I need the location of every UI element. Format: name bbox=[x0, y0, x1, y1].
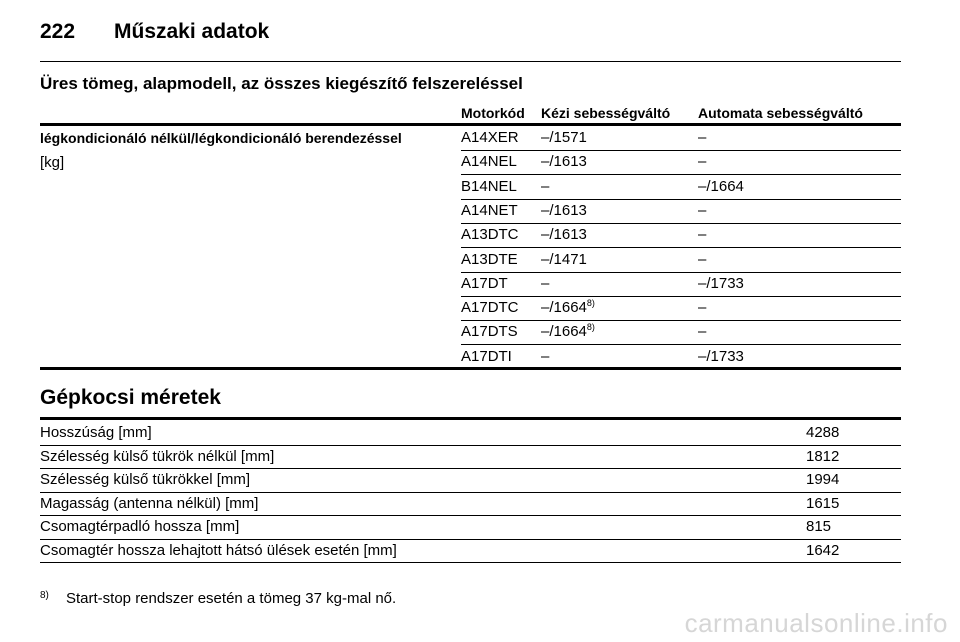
engine-code: A13DTE bbox=[461, 250, 518, 268]
engine-code: A14NET bbox=[461, 201, 518, 219]
row-divider bbox=[461, 296, 901, 297]
weights-header-rule bbox=[40, 123, 901, 126]
manual-weight bbox=[541, 128, 587, 148]
dimension-value: 1812 bbox=[806, 447, 840, 465]
manual-weight bbox=[541, 152, 587, 172]
manual-weight bbox=[541, 225, 587, 245]
row-divider bbox=[461, 150, 901, 151]
dimension-label: Csomagtérpadló hossza [mm] bbox=[40, 518, 240, 535]
manual-weight bbox=[541, 201, 587, 221]
row-divider bbox=[40, 562, 901, 563]
automatic-weight: – bbox=[698, 226, 707, 244]
weights-bottom-rule bbox=[40, 367, 901, 370]
page-number: 222 bbox=[40, 20, 76, 43]
manual-weight-value: –/1571 bbox=[541, 129, 587, 146]
manual-weight bbox=[541, 322, 595, 342]
row-divider bbox=[40, 539, 901, 540]
manual-weight bbox=[541, 250, 587, 270]
engine-code: A17DTS bbox=[461, 323, 518, 341]
manual-weight-value: –/1664 bbox=[541, 299, 587, 317]
footnote bbox=[40, 590, 396, 607]
automatic-weight: – bbox=[698, 201, 707, 219]
manual-weight-value: –/1613 bbox=[541, 153, 587, 171]
col-header-engine: Motorkód bbox=[461, 105, 525, 121]
engine-code: A13DTC bbox=[461, 226, 519, 244]
footnote-ref: 8) bbox=[586, 322, 595, 333]
weights-row-unit: [kg] bbox=[40, 154, 65, 171]
col-header-manual: Kézi sebességváltó bbox=[541, 105, 671, 121]
manual-weight-value: –/1613 bbox=[541, 201, 587, 219]
col-header-automatic: Automata sebességváltó bbox=[698, 105, 863, 121]
row-divider bbox=[40, 515, 901, 516]
dimension-value: 1994 bbox=[806, 471, 840, 488]
automatic-weight: – bbox=[698, 129, 707, 146]
footnote-mark: 8) bbox=[40, 590, 49, 601]
automatic-weight: –/1664 bbox=[698, 177, 744, 195]
dimensions-section-title: Gépkocsi méretek bbox=[40, 386, 221, 409]
page-header bbox=[40, 20, 269, 44]
weights-row-label: légkondicionáló nélkül/légkondicionáló berendezéssel bbox=[40, 130, 402, 146]
automatic-weight: – bbox=[698, 153, 707, 171]
row-divider bbox=[461, 247, 901, 248]
dimension-label: Szélesség külső tükrök nélkül [mm] bbox=[40, 447, 275, 465]
manual-weight bbox=[541, 177, 549, 197]
row-divider bbox=[40, 445, 901, 446]
automatic-weight: –/1733 bbox=[698, 347, 744, 365]
automatic-weight: –/1733 bbox=[698, 274, 744, 292]
row-divider bbox=[40, 468, 901, 469]
watermark: carmanualsonline.info bbox=[684, 608, 948, 638]
row-divider bbox=[461, 174, 901, 175]
row-divider bbox=[461, 272, 901, 273]
engine-code: A17DTC bbox=[461, 299, 519, 317]
row-divider bbox=[461, 344, 901, 345]
manual-weight-value: – bbox=[541, 274, 550, 292]
row-divider bbox=[40, 492, 901, 493]
dimension-label: Szélesség külső tükrökkel [mm] bbox=[40, 471, 251, 488]
dimension-value: 1615 bbox=[806, 494, 840, 512]
row-divider bbox=[461, 320, 901, 321]
manual-weight bbox=[541, 347, 549, 367]
dimension-label: Csomagtér hossza lehajtott hátsó ülések esetén [mm] bbox=[40, 541, 397, 559]
automatic-weight: – bbox=[698, 250, 707, 268]
manual-weight bbox=[541, 298, 595, 318]
manual-weight-value: –/1613 bbox=[541, 226, 587, 244]
dimension-value: 4288 bbox=[806, 424, 840, 441]
manual-weight-value: – bbox=[541, 177, 550, 195]
footnote-ref: 8) bbox=[586, 298, 595, 309]
row-divider bbox=[461, 223, 901, 224]
manual-weight-value: – bbox=[541, 347, 550, 365]
manual-weight bbox=[541, 274, 549, 294]
page-title: Műszaki adatok bbox=[114, 20, 270, 43]
automatic-weight: – bbox=[698, 299, 707, 317]
automatic-weight: – bbox=[698, 323, 707, 341]
engine-code: A14XER bbox=[461, 129, 519, 146]
dimension-value: 815 bbox=[806, 518, 832, 535]
manual-weight-value: –/1664 bbox=[541, 323, 587, 341]
footnote-text: Start-stop rendszer esetén a tömeg 37 kg-mal nő. bbox=[66, 590, 397, 607]
header-rule bbox=[40, 61, 901, 62]
engine-code: B14NEL bbox=[461, 177, 517, 195]
dimensions-header-rule bbox=[40, 417, 901, 420]
dimension-value: 1642 bbox=[806, 541, 840, 559]
dimension-label: Hosszúság [mm] bbox=[40, 424, 152, 441]
engine-code: A17DTI bbox=[461, 347, 512, 365]
engine-code: A14NEL bbox=[461, 153, 517, 171]
weights-section-title: Üres tömeg, alapmodell, az összes kiegészítő felszereléssel bbox=[40, 74, 523, 93]
row-divider bbox=[461, 199, 901, 200]
manual-weight-value: –/1471 bbox=[541, 250, 587, 268]
dimension-label: Magasság (antenna nélkül) [mm] bbox=[40, 494, 259, 512]
engine-code: A17DT bbox=[461, 274, 508, 292]
